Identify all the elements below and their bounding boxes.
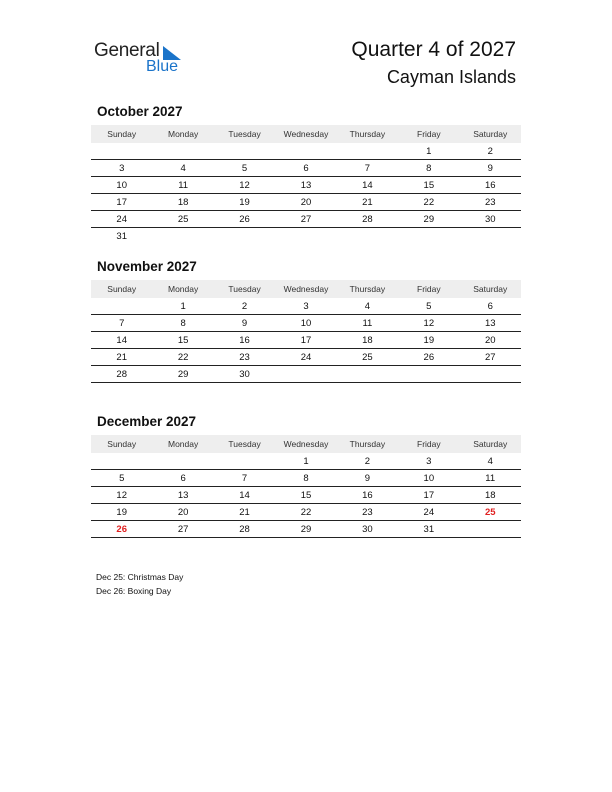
day-cell: 25 [484, 506, 496, 518]
day-cell: 29 [300, 523, 312, 535]
holiday-note: Dec 26: Boxing Day [96, 586, 172, 596]
day-cell: 3 [303, 300, 309, 312]
day-cell: 15 [423, 179, 435, 191]
day-cell: 29 [423, 213, 435, 225]
day-cell: 9 [241, 317, 248, 329]
day-cell: 5 [426, 300, 432, 312]
week-row [91, 487, 521, 504]
week-row [91, 349, 521, 366]
weekday-label: Monday [168, 129, 199, 139]
day-cell: 21 [362, 196, 373, 208]
day-cell: 30 [362, 523, 373, 535]
holiday-notes [96, 572, 183, 600]
day-cell: 24 [116, 213, 127, 225]
page-subtitle: Cayman Islands [386, 67, 516, 87]
day-cell: 18 [177, 196, 189, 208]
weeks [91, 298, 521, 383]
day-cell: 15 [300, 489, 312, 501]
day-cell: 7 [364, 162, 371, 174]
day-cell: 21 [116, 351, 127, 363]
day-cell: 22 [423, 196, 435, 208]
day-cell: 27 [484, 351, 496, 363]
weekday-label: Friday [417, 284, 441, 294]
day-cell: 26 [423, 351, 435, 363]
week-row [91, 211, 521, 228]
weekday-header [91, 125, 521, 143]
month-november [91, 259, 521, 383]
day-cell: 7 [119, 317, 125, 329]
day-cell: 12 [116, 489, 127, 501]
day-cell: 25 [362, 351, 373, 363]
week-row [91, 298, 521, 315]
day-cell: 17 [423, 489, 435, 501]
day-cell: 31 [423, 523, 435, 535]
day-cell: 10 [423, 472, 435, 484]
day-cell: 12 [423, 317, 435, 329]
weekday-label: Sunday [107, 439, 137, 449]
week-row [91, 160, 521, 177]
day-cell: 22 [300, 506, 312, 518]
day-cell: 20 [484, 334, 496, 346]
day-cell: 16 [362, 489, 373, 501]
day-cell: 6 [180, 472, 186, 484]
day-cell: 7 [241, 472, 248, 484]
day-cell: 27 [177, 523, 189, 535]
day-cell: 16 [484, 179, 496, 191]
week-row [91, 332, 521, 349]
day-cell: 27 [300, 213, 312, 225]
day-cell: 19 [239, 196, 250, 208]
day-cell: 17 [116, 196, 127, 208]
day-cell: 4 [180, 162, 186, 174]
day-cell: 24 [423, 506, 435, 518]
weekday-label: Friday [417, 129, 441, 139]
day-cell: 4 [364, 300, 371, 312]
day-cell: 18 [484, 489, 496, 501]
month-title: December 2027 [97, 414, 197, 429]
day-cell: 28 [362, 213, 373, 225]
weekday-label: Thursday [349, 439, 386, 449]
day-cell: 3 [426, 455, 432, 467]
weekday-label: Monday [168, 439, 199, 449]
week-row [91, 470, 521, 487]
month-title: November 2027 [97, 259, 197, 274]
weekday-label: Tuesday [228, 439, 261, 449]
brand-name-general: General [94, 40, 160, 61]
weekday-label: Tuesday [228, 284, 261, 294]
day-cell: 13 [177, 489, 189, 501]
day-cell: 9 [487, 162, 493, 174]
day-cell: 8 [303, 472, 309, 484]
weekday-label: Saturday [473, 439, 508, 449]
day-cell: 10 [300, 317, 312, 329]
day-cell: 11 [178, 179, 189, 191]
brand-logo [94, 40, 194, 80]
holiday-note: Dec 25: Christmas Day [96, 572, 184, 582]
day-cell: 24 [300, 351, 312, 363]
day-cell: 19 [116, 506, 127, 518]
day-cell: 9 [364, 472, 371, 484]
day-cell: 15 [177, 334, 189, 346]
weekday-label: Wednesday [283, 129, 329, 139]
day-cell: 23 [362, 506, 373, 518]
day-cell: 4 [487, 455, 493, 467]
day-cell: 20 [177, 506, 189, 518]
week-row [91, 366, 521, 383]
weekday-label: Thursday [349, 284, 386, 294]
day-cell: 21 [239, 506, 250, 518]
day-cell: 26 [116, 523, 127, 535]
day-cell: 6 [303, 162, 309, 174]
week-row [91, 228, 521, 245]
day-cell: 12 [239, 179, 250, 191]
month-october [91, 104, 521, 245]
day-cell: 28 [239, 523, 250, 535]
day-cell: 6 [487, 300, 493, 312]
day-cell: 14 [362, 179, 373, 191]
week-row [91, 453, 521, 470]
weekday-label: Thursday [349, 129, 386, 139]
weeks [91, 143, 521, 245]
day-cell: 2 [364, 455, 371, 467]
day-cell: 26 [239, 213, 250, 225]
weekday-label: Saturday [473, 284, 508, 294]
day-cell: 18 [362, 334, 373, 346]
day-cell: 1 [180, 300, 186, 312]
day-cell: 23 [239, 351, 250, 363]
day-cell: 1 [426, 145, 432, 157]
day-cell: 1 [303, 455, 309, 467]
weekday-header [91, 280, 521, 298]
month-title: October 2027 [97, 104, 183, 119]
day-cell: 5 [119, 472, 125, 484]
day-cell: 25 [177, 213, 189, 225]
day-cell: 8 [426, 162, 432, 174]
day-cell: 10 [116, 179, 127, 191]
page-title: Quarter 4 of 2027 [351, 38, 516, 61]
day-cell: 20 [300, 196, 312, 208]
day-cell: 30 [484, 213, 496, 225]
weekday-label: Saturday [473, 129, 508, 139]
day-cell: 11 [485, 472, 496, 484]
day-cell: 13 [300, 179, 312, 191]
weekday-label: Monday [168, 284, 199, 294]
week-row [91, 177, 521, 194]
month-december [91, 414, 521, 538]
day-cell: 16 [239, 334, 250, 346]
weeks [91, 453, 521, 538]
week-row [91, 504, 521, 521]
weekday-label: Friday [417, 439, 441, 449]
day-cell: 5 [241, 162, 248, 174]
week-row [91, 194, 521, 211]
day-cell: 22 [177, 351, 189, 363]
day-cell: 17 [300, 334, 312, 346]
day-cell: 3 [119, 162, 125, 174]
day-cell: 29 [177, 368, 189, 380]
day-cell: 8 [180, 317, 186, 329]
day-cell: 28 [116, 368, 127, 380]
week-row [91, 521, 521, 538]
day-cell: 14 [116, 334, 127, 346]
day-cell: 19 [423, 334, 435, 346]
weekday-label: Tuesday [228, 129, 261, 139]
weekday-header [91, 435, 521, 453]
day-cell: 2 [241, 300, 248, 312]
weekday-label: Wednesday [283, 439, 329, 449]
day-cell: 14 [239, 489, 250, 501]
day-cell: 2 [487, 145, 493, 157]
weekday-label: Sunday [107, 129, 137, 139]
day-cell: 13 [484, 317, 496, 329]
day-cell: 30 [239, 368, 250, 380]
day-cell: 23 [484, 196, 496, 208]
weekday-label: Sunday [107, 284, 137, 294]
day-cell: 31 [116, 231, 127, 242]
week-row [91, 143, 521, 160]
day-cell: 11 [362, 317, 373, 329]
weekday-label: Wednesday [283, 284, 329, 294]
brand-name-blue: Blue [146, 58, 179, 75]
week-row [91, 315, 521, 332]
